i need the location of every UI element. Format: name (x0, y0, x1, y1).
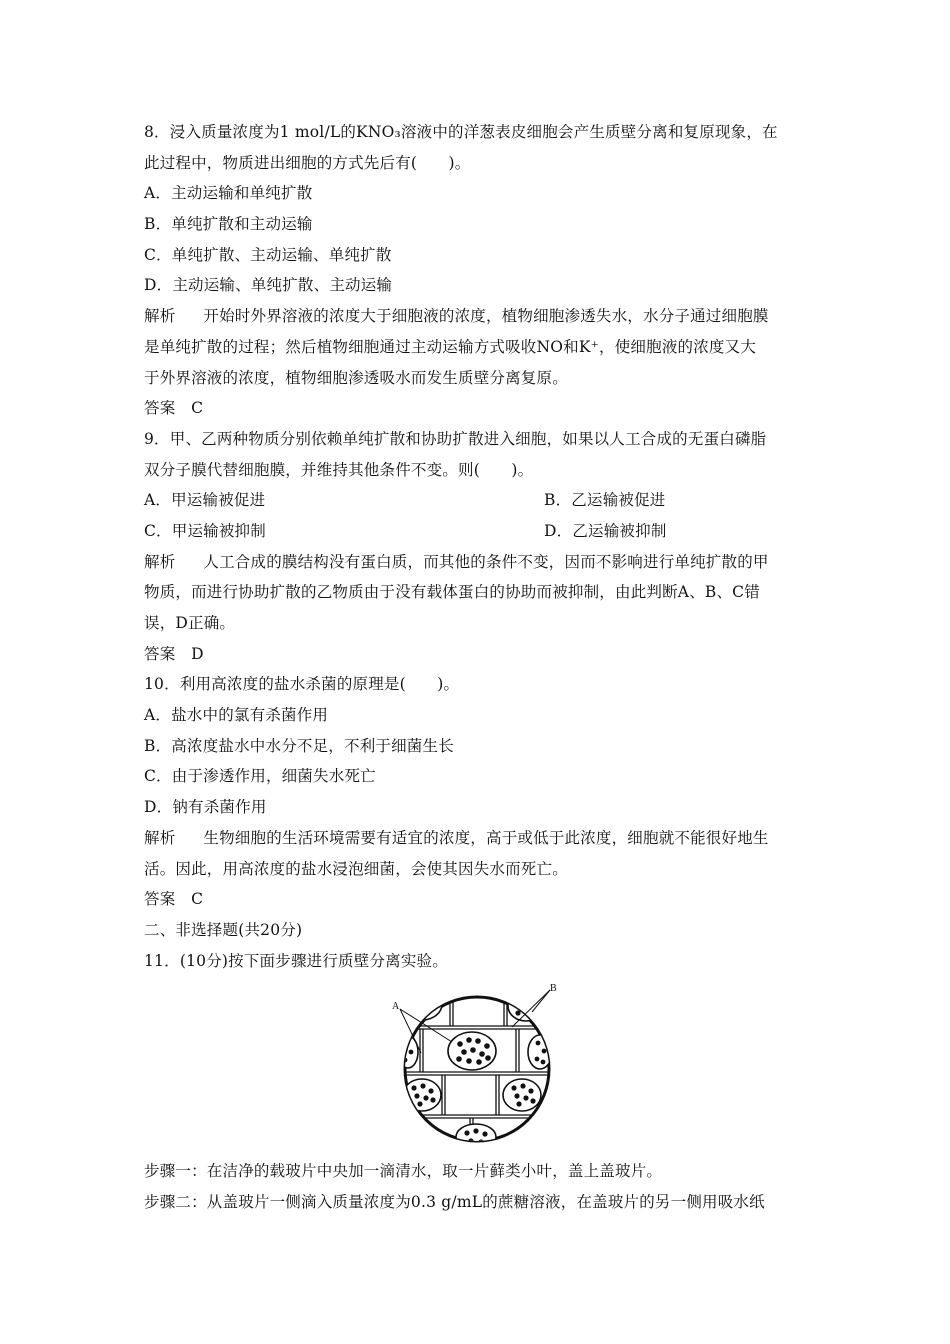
q9-analysis-text-1: 人工合成的膜结构没有蛋白质，而其他的条件不变，因而不影响进行单纯扩散的甲 (203, 552, 769, 571)
q9-options-row-1 (144, 485, 809, 516)
q9-options-row-2 (144, 516, 809, 547)
q9-analysis-line-3: 误，D正确。 (144, 614, 236, 632)
q10-stem: 10．利用高浓度的盐水杀菌的原理是( )。 (144, 675, 460, 694)
document-content (144, 117, 809, 1218)
q8-analysis-line-2: 是单纯扩散的过程；然后植物细胞通过主动运输方式吸收NO和K⁺，使细胞液的浓度又大 (144, 337, 757, 356)
q9-answer: 答案 D (144, 644, 204, 663)
q8-analysis-label: 解析 (144, 307, 176, 326)
q8-analysis-text-1: 开始时外界溶液的浓度大于细胞液的浓度，植物细胞渗透失水，水分子通过细胞膜 (203, 307, 769, 326)
q10-analysis-line-2: 活。因此，用高浓度的盐水浸泡细菌，会使其因失水而死亡。 (144, 859, 568, 878)
q8-analysis-line-1 (144, 301, 809, 332)
q9-option-b: B．乙运输被促进 (544, 491, 666, 510)
q8-stem-line-2: 此过程中，物质进出细胞的方式先后有( )。 (144, 153, 471, 172)
q10-analysis-line-1 (144, 823, 809, 854)
q10-option-c: C．由于渗透作用，细菌失水死亡 (144, 767, 376, 786)
q8-stem-line-1: 8．浸入质量浓度为1 mol/L的KNO₃溶液中的洋葱表皮细胞会产生质壁分离和复原现象，在 (144, 123, 778, 141)
q9-analysis-line-1 (144, 547, 809, 578)
q10-analysis-text-1: 生物细胞的生活环境需要有适宜的浓度，高于或低于此浓度，细胞就不能很好地生 (203, 828, 769, 847)
q10-option-b: B．高浓度盐水中水分不足，不利于细菌生长 (144, 736, 454, 755)
moss-leaf-cell-diagram (392, 982, 562, 1150)
q10-analysis-label: 解析 (144, 828, 176, 847)
q9-analysis-line-2: 物质，而进行协助扩散的乙物质由于没有载体蛋白的协助而被抑制，由此判断A、B、C错 (144, 583, 760, 602)
q8-option-b: B．单纯扩散和主动运输 (144, 215, 313, 234)
section-heading-nonchoice: 二、非选择题(共20分) (144, 920, 303, 939)
q8-analysis-line-3: 于外界溶液的浓度，植物细胞渗透吸水而发生质壁分离复原。 (144, 368, 568, 387)
q8-option-a: A．主动运输和单纯扩散 (144, 184, 313, 203)
q8-option-d: D．主动运输、单纯扩散、主动运输 (144, 276, 393, 295)
q8-answer: 答案 C (144, 399, 204, 418)
figure-label-a: A (392, 1001, 400, 1013)
q9-stem-line-1: 9．甲、乙两种物质分别依赖单纯扩散和协助扩散进入细胞，如果以人工合成的无蛋白磷脂 (144, 429, 767, 448)
q8-option-c: C．单纯扩散、主动运输、单纯扩散 (144, 245, 392, 264)
q10-option-d: D．钠有杀菌作用 (144, 798, 267, 817)
q9-stem-line-2: 双分子膜代替细胞膜，并维持其他条件不变。则( )。 (144, 460, 534, 479)
figure-label-b: B (550, 983, 557, 995)
q10-option-a: A．盐水中的氯有杀菌作用 (144, 706, 329, 725)
q11-step-2: 步骤二：从盖玻片一侧滴入质量浓度为0.3 g/mL的蔗糖溶液，在盖玻片的另一侧用吸水纸 (144, 1192, 765, 1211)
q11-stem: 11．(10分)按下面步骤进行质壁分离实验。 (144, 951, 448, 970)
cell-diagram-figure (144, 976, 809, 1156)
q11-step-1: 步骤一：在洁净的载玻片中央加一滴清水，取一片藓类小叶，盖上盖玻片。 (144, 1162, 663, 1181)
q9-analysis-label: 解析 (144, 552, 176, 571)
q10-answer: 答案 C (144, 890, 204, 909)
q9-option-c: C．甲运输被抑制 (144, 521, 266, 540)
q9-option-d: D．乙运输被抑制 (544, 521, 667, 540)
q9-option-a: A．甲运输被促进 (144, 491, 266, 510)
